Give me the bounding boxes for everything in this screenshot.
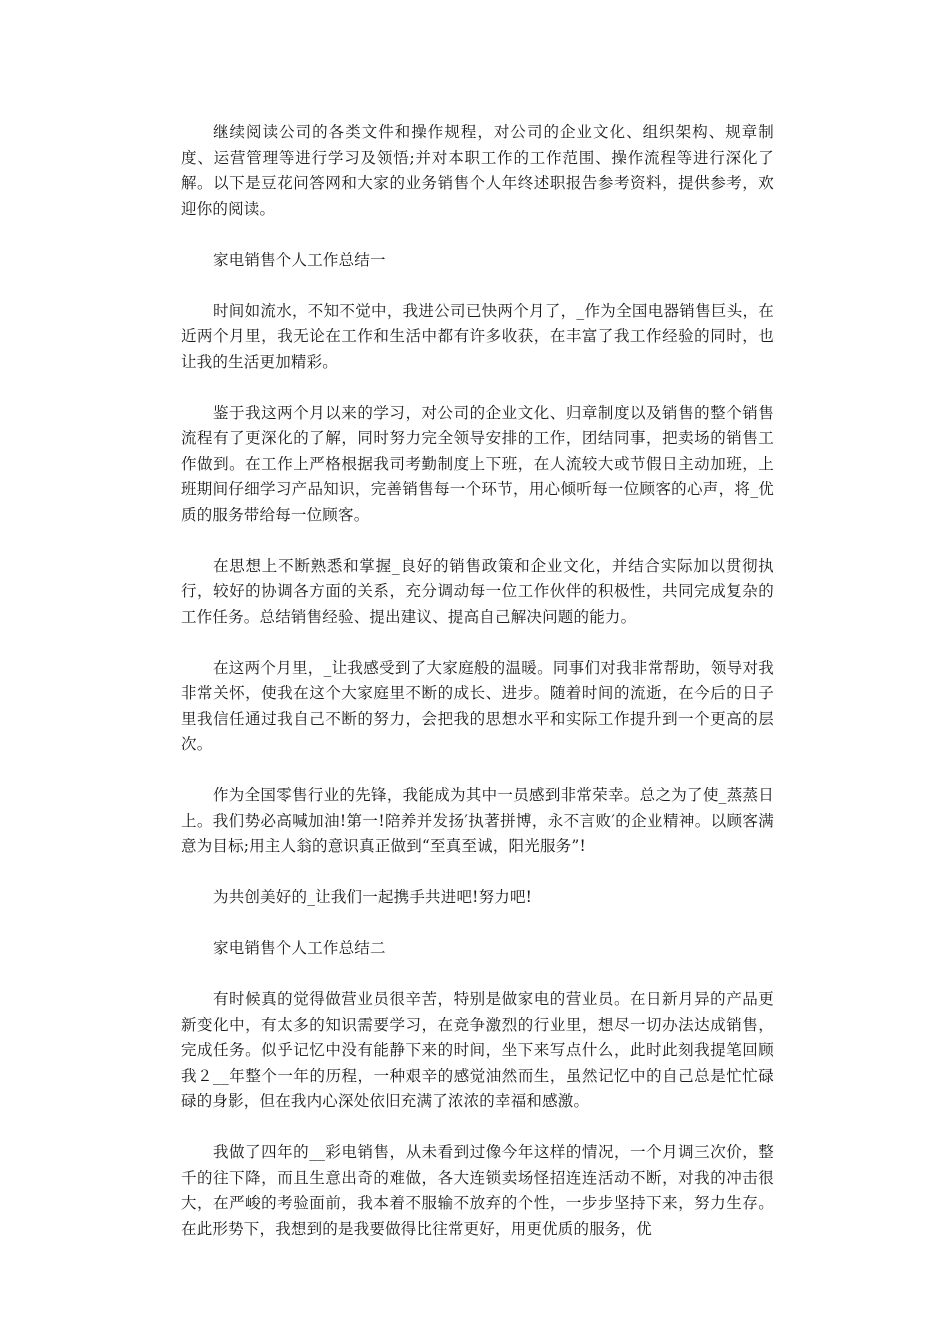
paragraph: 在这两个月里，_让我感受到了大家庭般的温暖。同事们对我非常帮助，领导对我非常关怀，使我在这个大家庭里不断的成长、进步。随着时间的流逝，在今后的日子里我信任通过我自己不断的努力，会把我的思想水平和实际工作提升到一个更高的层次。 <box>181 658 774 753</box>
paragraph: 为共创美好的_让我们一起携手共进吧!努力吧! <box>213 888 533 906</box>
section-heading-2: 家电销售个人工作总结二 <box>213 939 386 957</box>
paragraph-gap <box>181 860 774 886</box>
paragraph: 在思想上不断熟悉和掌握_良好的销售政策和企业文化，并结合实际加以贯彻执行，较好的协调各方面的关系，充分调动每一位工作伙伴的积极性，共同完成复杂的工作任务。总结销售经验、提出建议、提高自己解决问题的能力。 <box>181 556 774 626</box>
paragraph-gap <box>181 528 774 554</box>
paragraph: 时间如流水，不知不觉中，我进公司已快两个月了，_作为全国电器销售巨头，在近两个月里，我无论在工作和生活中都有许多收获，在丰富了我工作经验的同时，也让我的生活更加精彩。 <box>181 301 774 371</box>
paragraph: 我做了四年的__彩电销售，从未看到过像今年这样的情况，一个月调三次价，整千的往下降，而且生意出奇的难做，各大连锁卖场怪招连连活动不断，对我的冲击很大，在严峻的考验面前，我本着不服输不放弃的个性，一步步坚持下来，努力生存。在此形势下，我想到的是我要做得比往常更好，用更优质的服务，优 <box>181 1143 774 1238</box>
paragraph-intro: 继续阅读公司的各类文件和操作规程，对公司的企业文化、组织架构、规章制度、运营管理等进行学习及领悟;并对本职工作的工作范围、操作流程等进行深化了解。以下是豆花问答网和大家的业务销售个人年终述职报告参考资料，提供参考，欢迎你的阅读。 <box>181 123 774 218</box>
paragraph-gap <box>181 758 774 784</box>
paragraph: 有时候真的觉得做营业员很辛苦，特别是做家电的营业员。在日新月异的产品更新变化中，有太多的知识需要学习，在竞争激烈的行业里，想尽一切办法达成销售，完成任务。似乎记忆中没有能静下来的时间，坐下来写点什么，此时此刻我提笔回顾我２__年整个一年的历程，一种艰辛的感觉油然而生，虽然记忆中的自己总是忙忙碌碌的身影，但在我内心深处依旧充满了浓浓的幸福和感激。 <box>181 990 774 1110</box>
paragraph: 鉴于我这两个月以来的学习，对公司的企业文化、归章制度以及销售的整个销售流程有了更深化的了解，同时努力完全领导安排的工作，团结同事，把卖场的销售工作做到。在工作上严格根据我司考勤制度上下班，在人流较大或节假日主动加班，上班期间仔细学习产品知识，完善销售每一个环节，用心倾听每一位顾客的心声，将_优质的服务带给每一位顾客。 <box>181 403 774 524</box>
document-body <box>181 120 774 1242</box>
paragraph: 作为全国零售行业的先锋，我能成为其中一员感到非常荣幸。总之为了使_蒸蒸日上。我们势必高喊加油!第一!陪养并发扬′执著拼博，永不言败′的企业精神。以顾客满意为目标;用主人翁的意识真正做到“至真至诚，阳光服务”! <box>181 786 774 855</box>
paragraph-gap <box>181 1115 774 1141</box>
paragraph-gap <box>181 222 774 248</box>
paragraph-gap <box>181 962 774 988</box>
paragraph-gap <box>181 630 774 656</box>
section-heading-1: 家电销售个人工作总结一 <box>213 250 386 269</box>
paragraph-gap <box>181 911 774 937</box>
paragraph-gap <box>181 375 774 401</box>
paragraph-gap <box>181 273 774 299</box>
